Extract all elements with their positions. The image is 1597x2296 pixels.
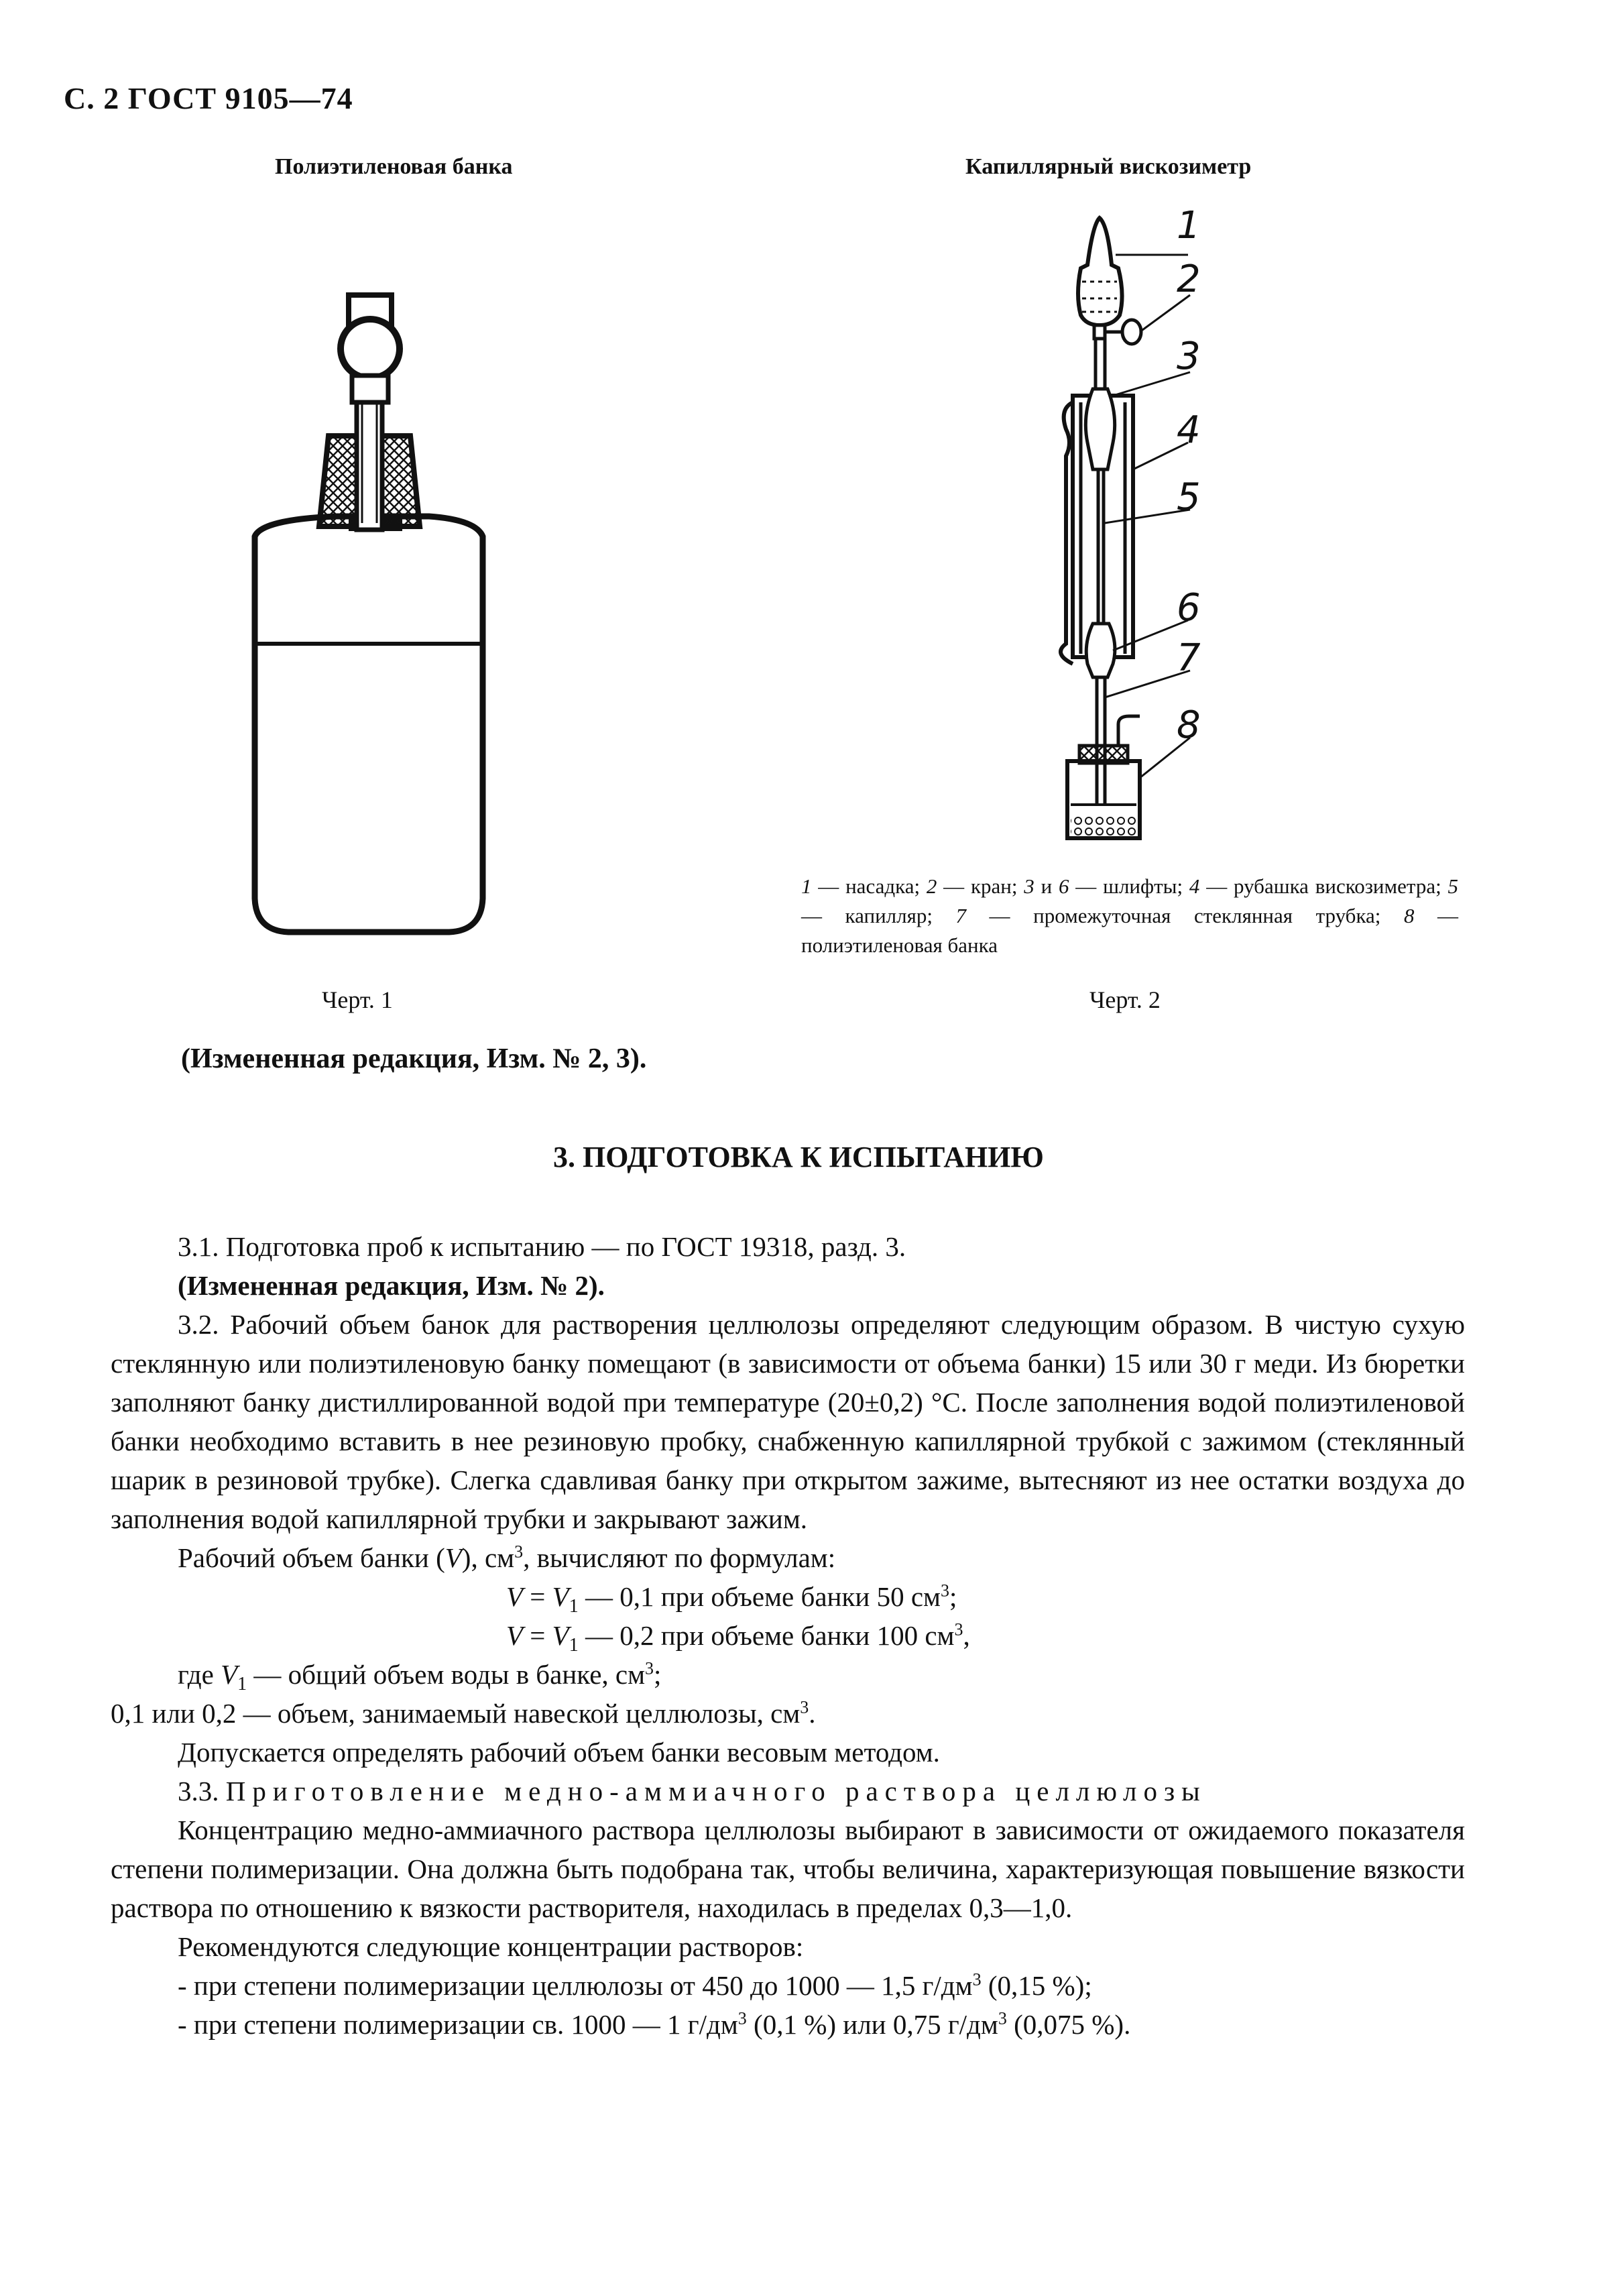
formula-2: $V = V_1$ — 0,2 при объеме банки 100 $см^3$, <box>506 1619 970 1656</box>
paragraph-weight-method: Допускается определять рабочий объем банки весовым методом. <box>178 1737 940 1768</box>
label-1: 1 <box>1177 204 1201 247</box>
valve <box>1094 325 1105 339</box>
label-5: 5 <box>1177 475 1201 519</box>
where-line-2: 0,1 или 0,2 — объем, занимаемый навеской целлюлозы, $см^3$. <box>111 1697 816 1729</box>
figure1-caption: Черт. 1 <box>322 986 393 1013</box>
label-2: 2 <box>1177 257 1201 301</box>
label-4: 4 <box>1177 408 1201 452</box>
nozzle <box>1078 218 1122 325</box>
body-text <box>111 1227 1465 2044</box>
page-header: С. 2 ГОСТ 9105—74 <box>64 81 353 115</box>
label-7: 7 <box>1177 636 1201 680</box>
paragraph-recommend: Рекомендуются следующие концентрации растворов: <box>178 1931 804 1962</box>
figure2-title: Капиллярный вискозиметр <box>965 154 1252 179</box>
section-title: 3. ПОДГОТОВКА К ИСПЫТАНИЮ <box>553 1141 1044 1173</box>
edition-note-1: (Измененная редакция, Изм. № 2, 3). <box>181 1043 647 1074</box>
paragraph-3-1: 3.1. Подготовка проб к испытанию — по ГОСТ 19318, разд. 3. <box>178 1231 906 1262</box>
label-3: 3 <box>1177 335 1201 378</box>
where-line-1: где $V_1$ — общий объем воды в банке, $см^3$; <box>178 1658 662 1695</box>
label-6: 6 <box>1177 586 1201 630</box>
edition-note-2: (Измененная редакция, Изм. № 2). <box>178 1270 605 1301</box>
list-item-1: - при степени полимеризации целлюлозы от 450 до 1000 — 1,5 $г/дм^3$ (0,15 %); <box>178 1969 1092 2001</box>
paragraph-3-3: Концентрацию медно-аммиачного раствора целлюлозы выбирают в зависимости от ожидаемого показателя степени полимеризации. Она должна быть подобрана так, чтобы величина, характеризующая повышение вязкости раствора по отношению к вязкости растворителя, находилась в пределах 0,3—1,0. <box>111 1815 1465 1923</box>
ground-joint-3 <box>1085 389 1114 469</box>
ground-joint-6 <box>1086 624 1115 677</box>
formula-1: $V = V_1$ — 0,1 при объеме банки 50 $см^3$; <box>506 1581 957 1617</box>
volume-line: Рабочий объем банки (V), $см^3$, вычисляют по формулам: <box>178 1542 836 1573</box>
paragraph-3-2: 3.2. Рабочий объем банок для растворения целлюлозы определяют следующим образом. В чистую сухую стеклянную или полиэтиленовую банку помещают (в зависимости от объема банки) 15 или 30 г меди. Из бюретки заполняют банку дистиллированной водой при температуре (20±0,2) °С. После заполнения водой полиэтиленовой банки необходимо вставить в нее резиновую пробку, снабженную капиллярной трубкой с зажимом (стеклянный шарик в резиновой трубке). Слегка сдавливая банку при открытом зажиме, вытесняют из нее остатки воздуха до заполнения водой капиллярной трубки и закрывают зажим. <box>111 1309 1465 1534</box>
label-8: 8 <box>1177 703 1201 747</box>
figure2-caption: Черт. 2 <box>1089 986 1161 1013</box>
list-item-2: - при степени полимеризации св. 1000 — 1 $г/дм^3$ (0,1 %) или 0,75 $г/дм^3$ (0,075 %). <box>178 2008 1131 2040</box>
paragraph-3-3-heading: 3.3. Приготовление медно-аммиачного раствора целлюлозы <box>178 1776 1207 1806</box>
figure1-title: Полиэтиленовая банка <box>275 154 513 179</box>
figure2-legend: 1 — насадка; 2 — кран; 3 и 6 — шлифты; 4 — рубашка вискозиметра; 5 — капилляр; 7 — промежуточная стеклянная трубка; 8 — полиэтиленовая банка <box>801 874 1458 957</box>
